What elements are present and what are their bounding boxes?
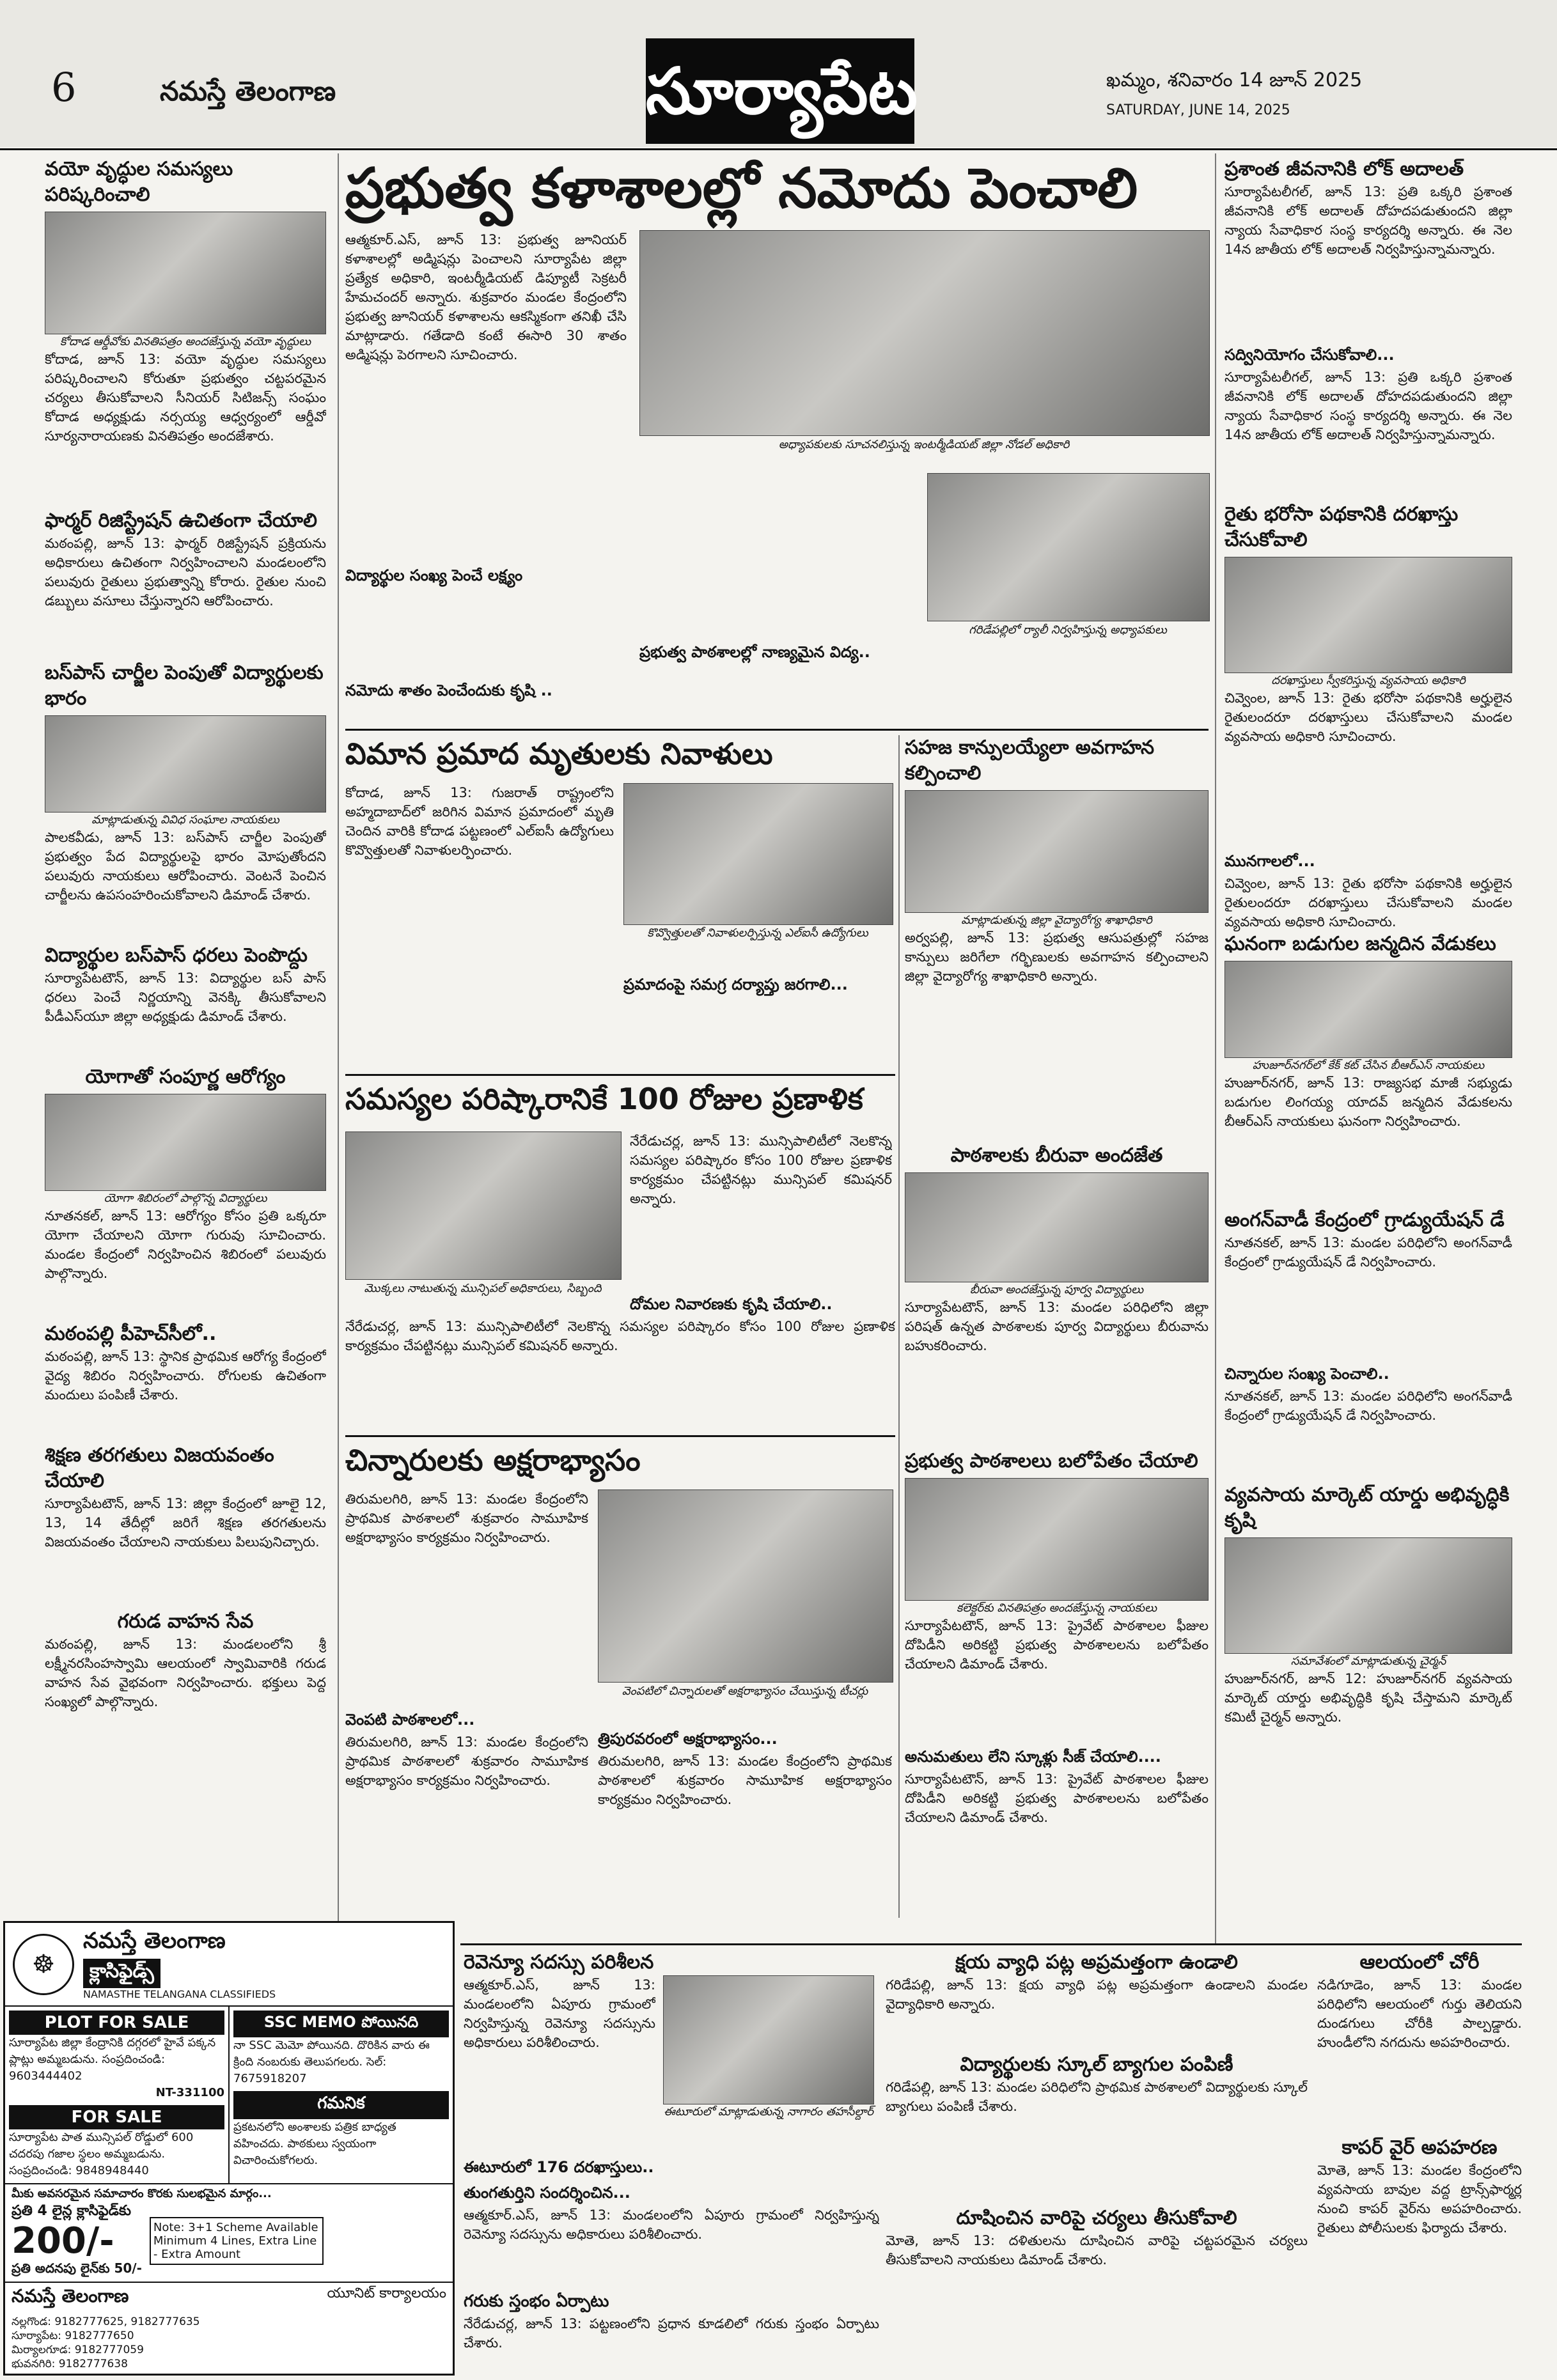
article-body: కోదాడ, జూన్ 13: గుజరాత్ రాష్ట్రంలోని అహ్మదాబాద్‌లో జరిగిన విమాన ప్రమాదంలో మృతి చెందిన వారికి కోదాడ పట్టణంలో ఎల్ఐసీ ఉద్యోగులు కొవ్వొత్తులతో నివాళులర్పించారు. xyxy=(345,785,614,858)
memo-ad-title: SSC MEMO పోయినది xyxy=(233,2011,449,2037)
photo-caption: యోగా శిబిరంలో పాల్గొన్న విద్యార్థులు xyxy=(104,1192,267,1205)
article-body: సూర్యాపేటటౌన్, జూన్ 13: విద్యార్థుల బస్ పాస్ ధరలు పెంచే నిర్ణయాన్ని వెనక్కి తీసుకోవాలని పీడీఎస్‌యూ జిల్లా అధ్యక్షుడు డిమాండ్ చేశారు. xyxy=(45,970,326,1024)
article-photo xyxy=(905,1172,1209,1282)
article-body: తిరుమలగిరి, జూన్ 13: మండల కేంద్రంలోని ప్రాథమిక పాఠశాలలో శుక్రవారం సామూహిక అక్షరాభ్యాసం కార్యక్రమం నిర్వహించారు. xyxy=(345,1491,588,1545)
article-title: గరుడ వాహన సేవ xyxy=(117,1610,254,1633)
logo-seal-icon: ☸ xyxy=(13,1934,74,1995)
article-body: తిరుమలగిరి, జూన్ 13: మండల కేంద్రంలోని ప్రాథమిక పాఠశాలలో శుక్రవారం సామూహిక అక్షరాభ్యాసం కార్యక్రమం నిర్వహించారు. xyxy=(598,1754,892,1807)
rate-note: Note: 3+1 Scheme Available Minimum 4 Lines, Extra Line - Extra Amount xyxy=(150,2217,324,2265)
lead-body: ఆత్మకూర్.ఎస్, జూన్ 13: ప్రభుత్వ జూనియర్ కళాశాలల్లో అడ్మిషన్లు పెంచాలని సూర్యాపేట జిల్లా ప్రత్యేక అధికారి, ఇంటర్మీడియట్ డిప్యూటీ సెక్రటరీ హేమచందర్ అన్నారు. శుక్రవారం మండల కేంద్రంలోని ప్రభుత్వ జూనియర్ కళాశాలను ఆకస్మికంగా తనిఖీ చేసి మాట్లాడారు. గతేడాది కంటే ఈసారి 30 శాతం అడ్మిషన్లు పెరగాలని సూచించారు. xyxy=(345,232,627,362)
article-body: సూర్యాపేటటౌన్, జూన్ 13: ప్రైవేట్ పాఠశాలల ఫీజుల దోపిడీని అరికట్టి ప్రభుత్వ పాఠశాలలను బలోపేతం చేయాలని డిమాండ్ చేశారు. xyxy=(905,1771,1209,1825)
article-body: మోతె, జూన్ 13: దళితులను దూషించిన వారిపై చట్టపరమైన చర్యలు తీసుకోవాలని నాయకులు డిమాండ్ చేశారు. xyxy=(886,2233,1308,2267)
article-body: గరిడేపల్లి, జూన్ 13: మండల పరిధిలోని ప్రాథమిక పాఠశాలలో విద్యార్థులకు స్కూల్ బ్యాగులు పంపిణీ చేశారు. xyxy=(886,2080,1308,2114)
rate-extra: ప్రతి అదనపు లైన్‌కు 50/- xyxy=(12,2260,142,2276)
article-title: ఘనంగా బడుగుల జన్మదిన వేడుకలు xyxy=(1224,933,1496,955)
rate-price: 200/- xyxy=(12,2220,114,2262)
article-photo xyxy=(623,783,893,925)
article-title: ఫార్మర్ రిజిస్ట్రేషన్ ఉచితంగా చేయాలి xyxy=(45,509,317,532)
notice-title: గమనిక xyxy=(233,2091,449,2119)
article-title: పాఠశాలకు బీరువా అందజేత xyxy=(950,1144,1163,1167)
sale-ad-title: FOR SALE xyxy=(9,2105,224,2129)
masthead: సూర్యాపేట xyxy=(646,38,914,144)
article-photo xyxy=(345,1132,622,1280)
article-body: నూతనకల్, జూన్ 13: మండల పరిధిలోని అంగన్‌వాడీ కేంద్రంలో గ్రాడ్యుయేషన్ డే నిర్వహించారు. xyxy=(1224,1388,1512,1423)
bottom-mid-block xyxy=(886,1950,1308,2359)
phone-line: మిర్యాలగూడ: 9182777059 xyxy=(12,2344,144,2356)
article-title: ప్రశాంత జీవనానికి లోక్ అదాలత్ xyxy=(1224,158,1464,180)
photo-caption: మాట్లాడుతున్న వివిధ సంఘాల నాయకులు xyxy=(91,813,279,827)
photo-caption: హుజూర్‌నగర్‌లో కేక్ కట్ చేసిన బీఆర్ఎస్ నాయకులు xyxy=(1252,1059,1485,1072)
article-title: విమాన ప్రమాద మృతులకు నివాళులు xyxy=(345,736,773,771)
article-body: సూర్యాపేటలీగల్, జూన్ 13: ప్రతి ఒక్కరి ప్రశాంత జీవనానికి లోక్ అదాలత్ దోహదపడుతుందని జిల్లా న్యాయ సేవాధికార సంస్థ కార్యదర్శి అన్నారు. ఈ నెల 14న జాతీయ లోక్ అదాలత్ నిర్వహిస్తున్నామన్నారు. xyxy=(1224,184,1512,257)
ad-brand: నమస్తే తెలంగాణ xyxy=(83,1928,226,1954)
article-photo xyxy=(45,212,326,334)
photo-caption: ఈటూరులో మాట్లాడుతున్న నాగారం తహసీల్దార్ xyxy=(664,2105,873,2119)
ad-brand-eng: NAMASTHE TELANGANA CLASSIFIEDS xyxy=(83,1988,276,2000)
date-english: SATURDAY, JUNE 14, 2025 xyxy=(1106,102,1290,118)
sub-heading: ఈటూరులో 176 దరఖాస్తులు.. xyxy=(464,2158,654,2176)
article-title: రెవెన్యూ సదస్సు పరిశీలన xyxy=(464,1951,654,1973)
section-rule xyxy=(345,1435,895,1437)
article-body: సూర్యాపేటటౌన్, జూన్ 13: మండల పరిధిలోని జిల్లా పరిషత్ ఉన్నత పాఠశాలకు పూర్వ విద్యార్థులు బీరువాను బహుకరించారు. xyxy=(905,1300,1209,1353)
sub-heading: తుంగతుర్తిని సందర్శించిన... xyxy=(464,2184,630,2202)
article-body: మఠంపల్లి, జూన్ 13: స్థానిక ప్రాథమిక ఆరోగ్య కేంద్రంలో వైద్య శిబిరం నిర్వహించారు. రోగులకు ఉచితంగా మందులు పంపిణీ చేశారు. xyxy=(45,1349,326,1403)
sub-heading: అనుమతులు లేని స్కూళ్లు సీజ్ చేయాలి.... xyxy=(905,1748,1161,1766)
article-title: క్షయ వ్యాధి పట్ల అప్రమత్తంగా ఉండాలి xyxy=(955,1951,1238,1973)
photo-caption: కోదాడ ఆర్డీవోకు వినతిపత్రం అందజేస్తున్న వయో వృద్ధులు xyxy=(59,335,311,348)
article-body: మఠంపల్లి, జూన్ 13: మండలంలోని శ్రీ లక్ష్మీనరసింహస్వామి ఆలయంలో స్వామివారికి గరుడ వాహన సేవ వైభవంగా నిర్వహించారు. భక్తులు పెద్ద సంఖ్యలో పాల్గొన్నారు. xyxy=(45,1637,326,1709)
article-title: కాపర్ వైర్ అపహరణ xyxy=(1342,2136,1498,2159)
ad-brand-sub: క్లాసిఫైడ్స్ xyxy=(83,1959,160,1988)
sub-heading: ప్రమాదంపై సమగ్ర దర్యాప్తు జరగాలి... xyxy=(623,976,848,993)
article-title: వ్యవసాయ మార్కెట్ యార్డు అభివృద్ధికి కృషి xyxy=(1224,1484,1510,1532)
photo-caption: వెంపటిలో చిన్నారులతో అక్షరాభ్యాసం చేయిస్తున్న టీచర్లు xyxy=(622,1684,868,1698)
article-body: నూతనకల్, జూన్ 13: మండల పరిధిలోని అంగన్‌వాడీ కేంద్రంలో గ్రాడ్యుయేషన్ డే నిర్వహించారు. xyxy=(1224,1235,1512,1270)
phone-line: సూర్యాపేట: 9182777650 xyxy=(12,2329,134,2342)
article-title: శిక్షణ తరగతులు విజయవంతం చేయాలి xyxy=(45,1444,274,1492)
right-column xyxy=(1224,157,1512,1784)
article-title: దూషించిన వారిపై చర్యలు తీసుకోవాలి xyxy=(956,2207,1237,2229)
article-title: వయో వృద్ధుల సమస్యలు పరిష్కరించాలి xyxy=(45,158,233,206)
phone-line: భువనగిరి: 9182777638 xyxy=(12,2358,128,2370)
notice-body: ప్రకటనలోని అంశాలకు పత్రిక బాధ్యత వహించదు. పాఠకులు స్వయంగా విచారించుకోగలరు. xyxy=(233,2120,396,2167)
plot-ad-code: NT-331100 xyxy=(155,2086,224,2099)
article-photo xyxy=(598,1489,893,1683)
column-divider xyxy=(1215,153,1216,1943)
article-title: రైతు భరోసా పథకానికి దరఖాస్తు చేసుకోవాలి xyxy=(1224,503,1459,551)
article-body: మోతె, జూన్ 13: మండల కేంద్రంలోని వ్యవసాయ బావుల వద్ద ట్రాన్స్‌ఫార్మర్ల నుంచి కాపర్ వైర్‌ను అపహరించారు. రైతులు పోలీసులకు ఫిర్యాదు చేశారు. xyxy=(1317,2163,1522,2236)
sale-ad-body: సూర్యాపేట పాత మున్సిపల్ రోడ్డులో 600 చదరపు గజాల స్థలం అమ్మబడును. సంప్రదించండి: 9848948440 xyxy=(9,2131,194,2177)
article-body: తిరుమలగిరి, జూన్ 13: మండల కేంద్రంలోని ప్రాథమిక పాఠశాలలో శుక్రవారం సామూహిక అక్షరాభ్యాసం కార్యక్రమం నిర్వహించారు. xyxy=(345,1734,588,1788)
article-body: ఆత్మకూర్.ఎస్, జూన్ 13: మండలంలోని ఏపూరు గ్రామంలో నిర్వహిస్తున్న రెవెన్యూ సదస్సును అధికారులు పరిశీలించారు. xyxy=(464,2207,879,2242)
bottom-left-block xyxy=(464,1950,879,2372)
section-rule xyxy=(345,729,1209,731)
sub-heading: త్రిపురవరంలో అక్షరాభ్యాసం... xyxy=(598,1730,778,1748)
article-body: అర్వపల్లి, జూన్ 13: ప్రభుత్వ ఆసుపత్రుల్లో సహజ కాన్పులు జరిగేలా గర్భిణులకు అవగాహన కల్పించాలని జిల్లా వైద్యారోగ్య శాఖాధికారి అన్నారు. xyxy=(905,930,1209,984)
photo-caption: దరఖాస్తులు స్వీకరిస్తున్న వ్యవసాయ అధికారి xyxy=(1271,674,1466,687)
paper-name: నమస్తే తెలంగాణ xyxy=(160,75,336,107)
column-divider xyxy=(898,735,900,1918)
photo-caption: బీరువా అందజేస్తున్న పూర్వ విద్యార్థులు xyxy=(969,1283,1144,1296)
plot-ad-body: సూర్యాపేట జిల్లా కేంద్రానికి దగ్గరలో హైవే పక్కన ప్లాట్లు అమ్మబడును. సంప్రదించండి: 9603444402 xyxy=(9,2036,216,2083)
sub-heading: విద్యార్థుల సంఖ్య పెంచే లక్ష్యం xyxy=(345,566,523,584)
article-body: పాలకవీడు, జూన్ 13: బస్‌పాస్ చార్జీల పెంపుతో ప్రభుత్వం పేద విద్యార్థులపై భారం మోపుతోందని పలువురు నాయకులు ఆరోపించారు. వెంటనే పెంచిన చార్జీలను ఉపసంహరించుకోవాలని డిమాండ్ చేశారు. xyxy=(45,830,326,903)
lead-headline: ప్రభుత్వ కళాశాలల్లో నమోదు పెంచాలి xyxy=(345,157,1138,221)
rate-label: ప్రతి 4 లైన్ల క్లాసిఫైడ్‌కు xyxy=(12,2203,132,2219)
bottom-right-block xyxy=(1317,1950,1522,2353)
date-local: ఖమ్మం, శనివారం 14 జూన్ 2025 xyxy=(1106,69,1363,91)
memo-ad-body: నా SSC మెమో పోయినది. దొరికిన వారు ఈ క్రింది నంబరుకు తెలుపగలరు. సెల్: 7675918207 xyxy=(233,2039,430,2085)
article-title: ఆలయంలో చోరీ xyxy=(1359,1951,1480,1973)
article-body: కోదాడ, జూన్ 13: వయో వృద్ధుల సమస్యలు పరిష్కరించాలని కోరుతూ ప్రభుత్వం చట్టపరమైన చర్యలు తీసుకోవాలని సీనియర్ సిటిజన్స్ సంఘం కోదాడ అధ్యక్షుడు నర్సయ్య ఆధ్వర్యంలో ఆర్డీవో సూర్యనారాయణకు వినతిపత్రం అందజేశారు. xyxy=(45,352,326,444)
sub-heading: వెంపటి పాఠశాలలో... xyxy=(345,1711,475,1729)
lead-photo xyxy=(639,230,1210,436)
photo-caption: అధ్యాపకులకు సూచనలిస్తున్న ఇంటర్మీడియట్ జిల్లా నోడల్ అధికారి xyxy=(778,438,1070,451)
article-body: ఆత్మకూర్.ఎస్, జూన్ 13: మండలంలోని ఏపూరు గ్రామంలో నిర్వహిస్తున్న రెవెన్యూ సదస్సును అధికారులు పరిశీలించారు. xyxy=(464,1977,655,2050)
sub-heading: చిన్నారుల సంఖ్య పెంచాలి.. xyxy=(1224,1365,1389,1383)
article-photo xyxy=(1224,1537,1512,1654)
section-rule xyxy=(345,1074,895,1076)
article-body: నడిగూడెం, జూన్ 13: మండల పరిధిలోని ఆలయంలో గుర్తు తెలియని దుండగులు చోరీకి పాల్పడ్డారు. హుండీలోని నగదును అపహరించారు. xyxy=(1317,1977,1522,2050)
photo-caption: మాట్లాడుతున్న జిల్లా వైద్యారోగ్య శాఖాధికారి xyxy=(961,914,1152,927)
article-body: హుజూర్‌నగర్, జూన్ 12: హుజూర్‌నగర్ వ్యవసాయ మార్కెట్ యార్డు అభివృద్ధికి కృషి చేస్తామని మార్కెట్ కమిటీ చైర్మన్ అన్నారు. xyxy=(1224,1671,1512,1725)
sub-heading: నమోదు శాతం పెంచేందుకు కృషి .. xyxy=(345,681,552,699)
article-photo xyxy=(45,1094,326,1191)
article-body: చివ్వెంల, జూన్ 13: రైతు భరోసా పథకానికి అర్హులైన రైతులందరూ దరఖాస్తులు చేసుకోవాలని మండల వ్యవసాయ అధికారి సూచించారు. xyxy=(1224,690,1512,744)
article-title: యోగాతో సంపూర్ణ ఆరోగ్యం xyxy=(85,1066,286,1088)
sub-heading: ప్రభుత్వ పాఠశాలల్లో నాణ్యమైన విద్య.. xyxy=(639,643,870,661)
article-title: బస్‌పాస్ చార్జీల పెంపుతో విద్యార్థులకు భారం xyxy=(45,662,324,710)
column-divider xyxy=(338,153,339,1943)
plot-ad-title: PLOT FOR SALE xyxy=(9,2011,224,2035)
classifieds-ad xyxy=(3,1921,455,2376)
article-title: సమస్యల పరిష్కారానికే 100 రోజుల ప్రణాళిక xyxy=(345,1082,863,1116)
article-title: ప్రభుత్వ పాఠశాలలు బలోపేతం చేయాలి xyxy=(905,1450,1198,1472)
article-body: నూతనకల్, జూన్ 13: ఆరోగ్యం కోసం ప్రతి ఒక్కరూ యోగా చేయాలని యోగా గురువు సూచించారు. మండల కేంద్రంలో నిర్వహించిన శిబిరంలో పలువురు పాల్గొన్నారు. xyxy=(45,1208,326,1281)
article-title: మఠంపల్లి పీహెచ్‌సీలో.. xyxy=(45,1323,217,1345)
sub-heading: మునగాలలో... xyxy=(1224,852,1315,870)
article-body: గరిడేపల్లి, జూన్ 13: క్షయ వ్యాధి పట్ల అప్రమత్తంగా ఉండాలని మండల వైద్యాధికారి అన్నారు. xyxy=(886,1977,1308,2012)
article-body: నేరేడుచర్ల, జూన్ 13: మున్సిపాలిటీలో నెలకొన్న సమస్యల పరిష్కారం కోసం 100 రోజుల ప్రణాళిక కార్యక్రమం చేపట్టినట్లు మున్సిపల్ కమిషనర్ అన్నారు. xyxy=(345,1319,895,1353)
article-photo xyxy=(45,715,326,813)
article-title: చిన్నారులకు అక్షరాభ్యాసం xyxy=(345,1443,641,1477)
header-rule xyxy=(0,148,1557,150)
article-body: హుజూర్‌నగర్, జూన్ 13: రాజ్యసభ మాజీ సభ్యుడు బడుగుల లింగయ్య యాదవ్ జన్మదిన వేడుకలను బీఆర్ఎస్ నాయకులు ఘనంగా నిర్వహించారు. xyxy=(1224,1075,1512,1129)
photo-caption: కలెక్టర్‌కు వినతిపత్రం అందజేస్తున్న నాయకులు xyxy=(956,1601,1157,1615)
photo-caption: మొక్కలు నాటుతున్న మున్సిపల్ అధికారులు, సిబ్బంది xyxy=(364,1282,602,1295)
office-label: యూనిట్ కార్యాలయం xyxy=(327,2285,446,2301)
ad-brand-footer: నమస్తే తెలంగాణ xyxy=(12,2285,129,2306)
photo-caption: కొవ్వొత్తులతో నివాళులర్పిస్తున్న ఎల్ఐసీ ఉద్యోగులు xyxy=(647,926,868,940)
left-column xyxy=(45,157,326,1731)
article-title: గరుకు స్తంభం ఏర్పాటు xyxy=(464,2292,609,2311)
article-body: మఠంపల్లి, జూన్ 13: ఫార్మర్ రిజిస్ట్రేషన్ ప్రక్రియను అధికారులు ఉచితంగా నిర్వహించాలని మండలంలోని పలువురు రైతులు ప్రభుత్వాన్ని కోరారు. రైతుల నుంచి డబ్బులు వసూలు చేస్తున్నారని ఆరోపించారు. xyxy=(45,536,326,609)
article-title: అంగన్‌వాడీ కేంద్రంలో గ్రాడ్యుయేషన్ డే xyxy=(1224,1209,1505,1231)
photo-caption: గరిడేపల్లిలో ర్యాలీ నిర్వహిస్తున్న అధ్యాపకులు xyxy=(969,623,1167,637)
article-title: విద్యార్థులకు స్కూల్ బ్యాగుల పంపిణీ xyxy=(960,2053,1233,2076)
lead-story xyxy=(345,157,1209,221)
section-rule xyxy=(460,1943,1522,1945)
page-number: 6 xyxy=(51,64,77,111)
article-title: విద్యార్థుల బస్‌పాస్ ధరలు పెంపొద్దు xyxy=(45,944,308,967)
sub-heading: దోమల నివారణకు కృషి చేయాలి.. xyxy=(630,1295,833,1313)
article-photo xyxy=(663,1975,874,2104)
article-body: చివ్వెంల, జూన్ 13: రైతు భరోసా పథకానికి అర్హులైన రైతులందరూ దరఖాస్తులు చేసుకోవాలని మండల వ్యవసాయ అధికారి సూచించారు. xyxy=(1224,876,1512,929)
article-body: నేరేడుచర్ల, జూన్ 13: మున్సిపాలిటీలో నెలకొన్న సమస్యల పరిష్కారం కోసం 100 రోజుల ప్రణాళిక కార్యక్రమం చేపట్టినట్లు మున్సిపల్ కమిషనర్ అన్నారు. xyxy=(630,1133,892,1206)
article-body: సూర్యాపేటలీగల్, జూన్ 13: ప్రతి ఒక్కరి ప్రశాంత జీవనానికి లోక్ అదాలత్ దోహదపడుతుందని జిల్లా న్యాయ సేవాధికార సంస్థ కార్యదర్శి అన్నారు. ఈ నెల 14న జాతీయ లోక్ అదాలత్ నిర్వహిస్తున్నామన్నారు. xyxy=(1224,369,1512,442)
photo-caption: సమావేశంలో మాట్లాడుతున్న చైర్మన్ xyxy=(1290,1654,1446,1668)
article-photo xyxy=(905,1478,1209,1601)
article-body: సూర్యాపేటటౌన్, జూన్ 13: జిల్లా కేంద్రంలో జూలై 12, 13, 14 తేదీల్లో జరిగే శిక్షణ తరగతులను విజయవంతం చేయాలని నాయకులు పిలుపునిచ్చారు. xyxy=(45,1496,326,1550)
phone-line: నల్లగొండ: 9182777625, 9182777635 xyxy=(12,2315,200,2328)
article-body: నేరేడుచర్ల, జూన్ 13: పట్టణంలోని ప్రధాన కూడలిలో గరుకు స్తంభం ఏర్పాటు చేశారు. xyxy=(464,2316,879,2351)
article-photo xyxy=(927,473,1210,621)
article-photo xyxy=(905,790,1209,913)
rate-line: మీకు అవసరమైన సమాచారం కొరకు సులభమైన మార్గం... xyxy=(12,2187,272,2200)
mid-right-column xyxy=(905,735,1209,1885)
article-photo xyxy=(1224,557,1512,673)
article-body: సూర్యాపేటటౌన్, జూన్ 13: ప్రైవేట్ పాఠశాలల ఫీజుల దోపిడీని అరికట్టి ప్రభుత్వ పాఠశాలలను బలోపేతం చేయాలని డిమాండ్ చేశారు. xyxy=(905,1618,1209,1672)
article-title: సహజ కాన్పులయ్యేలా అవగాహన కల్పించాలి xyxy=(905,736,1155,784)
sub-heading: సద్వినియోగం చేసుకోవాలి... xyxy=(1224,346,1395,364)
article-photo xyxy=(1224,961,1512,1058)
